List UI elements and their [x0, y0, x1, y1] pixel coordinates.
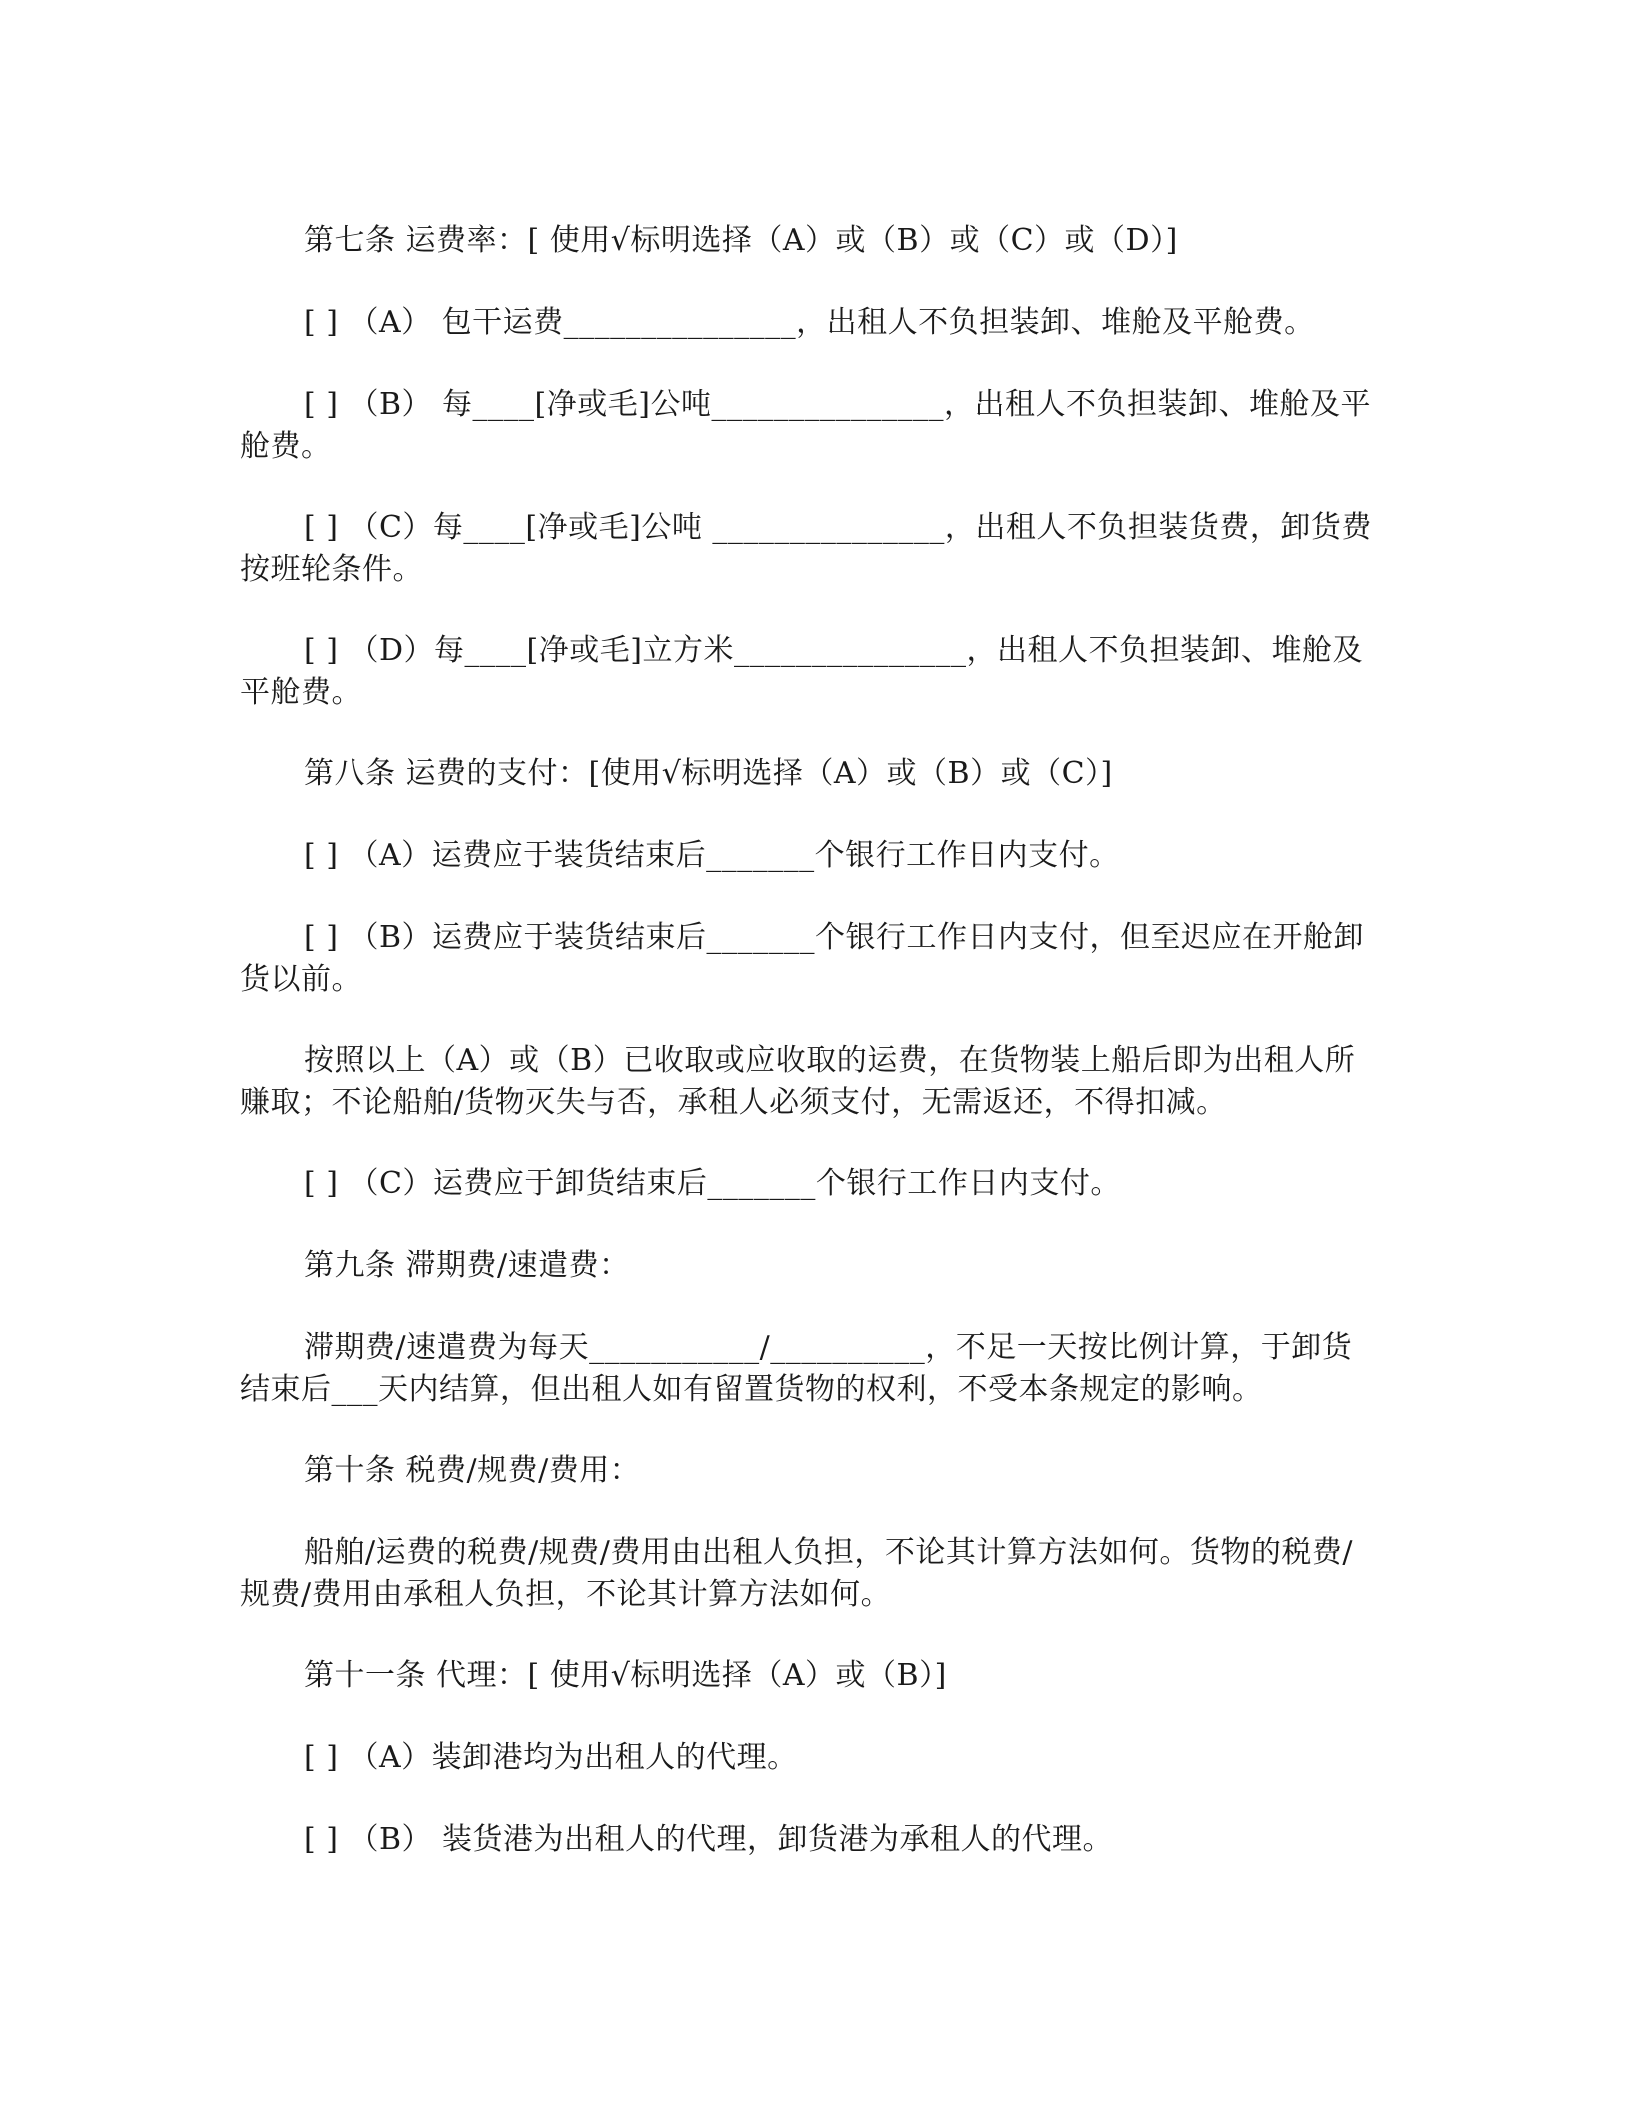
article-7-heading: 第七条 运费率：[ 使用√标明选择（A）或（B）或（C）或（D）]: [304, 223, 1178, 258]
article-11-heading: 第十一条 代理：[ 使用√标明选择（A）或（B）]: [304, 1658, 947, 1693]
article-9-heading: 第九条 滞期费/速遣费：: [304, 1248, 630, 1283]
article-10-heading: 第十条 税费/规费/费用：: [304, 1453, 641, 1488]
article-7-option-b: [ ] （B） 每____[净或毛]公吨_______________，出租人不负担装卸、堆舱及平舱费。: [240, 387, 1371, 464]
article-7-option-a: [ ] （A） 包干运费_______________，出租人不负担装卸、堆舱及平舱费。: [304, 305, 1315, 340]
article-11-option-b: [ ] （B） 装货港为出租人的代理，卸货港为承租人的代理。: [304, 1822, 1114, 1857]
article-8-option-a: [ ] （A）运费应于装货结束后_______个银行工作日内支付。: [304, 838, 1120, 873]
article-8-heading: 第八条 运费的支付：[使用√标明选择（A）或（B）或（C）]: [304, 756, 1113, 791]
article-8-option-b: [ ] （B）运费应于装货结束后_______个银行工作日内支付，但至迟应在开舱卸货以前。: [240, 920, 1365, 997]
article-11-option-a: [ ] （A）装卸港均为出租人的代理。: [304, 1740, 798, 1775]
article-7-option-d: [ ] （D）每____[净或毛]立方米_______________，出租人不负担装卸、堆舱及平舱费。: [240, 633, 1363, 710]
article-10-body: 船舶/运费的税费/规费/费用由出租人负担，不论其计算方法如何。货物的税费/规费/费用由承租人负担，不论其计算方法如何。: [240, 1535, 1353, 1612]
article-7-option-c: [ ] （C）每____[净或毛]公吨 _______________，出租人不负担装货费，卸货费按班轮条件。: [240, 510, 1372, 587]
article-8-option-c: [ ] （C）运费应于卸货结束后_______个银行工作日内支付。: [304, 1166, 1121, 1201]
article-8-freight-earned-note: 按照以上（A）或（B）已收取或应收取的运费，在货物装上船后即为出租人所赚取；不论船舶/货物灭失与否，承租人必须支付，无需返还，不得扣减。: [240, 1043, 1356, 1120]
article-9-body: 滞期费/速遣费为每天___________/__________，不足一天按比例计算，于卸货结束后___天内结算，但出租人如有留置货物的权利，不受本条规定的影响。: [240, 1330, 1353, 1407]
